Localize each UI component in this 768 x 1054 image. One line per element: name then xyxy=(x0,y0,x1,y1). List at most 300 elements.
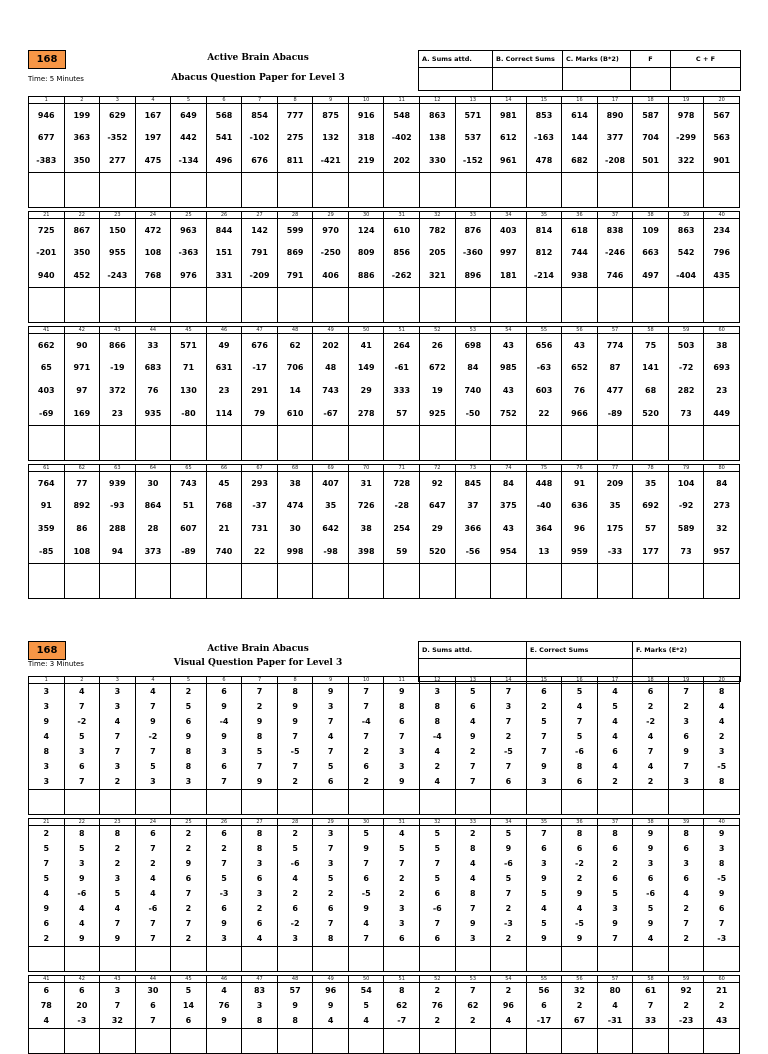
answer-cell[interactable] xyxy=(348,1029,384,1054)
operand-cell: 9 xyxy=(29,714,65,729)
marks-entry-cell[interactable] xyxy=(631,68,671,91)
operand-cell: 875 xyxy=(313,104,349,127)
answer-cell[interactable] xyxy=(668,1029,704,1054)
operand-cell: 6 xyxy=(348,759,384,774)
answer-cell[interactable] xyxy=(313,790,349,815)
answer-cell[interactable] xyxy=(135,947,171,972)
operand-cell: 84 xyxy=(455,356,491,379)
operand-cell: 7 xyxy=(668,916,704,931)
answer-cell[interactable] xyxy=(668,947,704,972)
answer-cell[interactable] xyxy=(668,564,704,599)
answer-cell[interactable] xyxy=(348,947,384,972)
operand-cell: -93 xyxy=(100,494,136,517)
question-number: 5 xyxy=(171,97,207,104)
operand-cell: -201 xyxy=(29,241,65,264)
marks-entry-cell[interactable] xyxy=(633,659,741,682)
question-number: 17 xyxy=(597,677,633,684)
operand-cell: 33 xyxy=(633,1013,669,1029)
question-number: 25 xyxy=(171,212,207,219)
answer-cell[interactable] xyxy=(135,426,171,461)
operand-cell: 9 xyxy=(526,931,562,947)
answer-cell[interactable] xyxy=(491,1029,527,1054)
question-number: 74 xyxy=(491,465,527,472)
operand-cell: 5 xyxy=(135,759,171,774)
question-number: 27 xyxy=(242,212,278,219)
operand-cell: -163 xyxy=(526,126,562,149)
operand-row xyxy=(29,472,740,495)
answer-cell[interactable] xyxy=(313,1029,349,1054)
answer-row xyxy=(29,564,740,599)
operand-cell: 33 xyxy=(135,334,171,357)
answer-cell[interactable] xyxy=(135,288,171,323)
answer-cell[interactable] xyxy=(491,564,527,599)
operand-cell: 4 xyxy=(135,871,171,886)
operand-cell: 4 xyxy=(633,931,669,947)
answer-cell[interactable] xyxy=(526,173,562,208)
operand-row xyxy=(29,774,740,790)
answer-cell[interactable] xyxy=(704,1029,740,1054)
operand-cell: 6 xyxy=(597,744,633,759)
operand-cell: 954 xyxy=(491,540,527,564)
marks-summary-table xyxy=(418,641,741,682)
question-number: 31 xyxy=(384,819,420,826)
answer-cell[interactable] xyxy=(206,426,242,461)
answer-cell[interactable] xyxy=(668,426,704,461)
operand-cell: 8 xyxy=(242,1013,278,1029)
answer-cell[interactable] xyxy=(242,790,278,815)
answer-cell[interactable] xyxy=(242,288,278,323)
answer-cell[interactable] xyxy=(171,426,207,461)
operand-cell: 403 xyxy=(491,219,527,242)
operand-cell: 5 xyxy=(242,744,278,759)
operand-cell: -5 xyxy=(704,759,740,774)
answer-cell[interactable] xyxy=(597,564,633,599)
question-number: 30 xyxy=(348,819,384,826)
answer-row xyxy=(29,947,740,972)
answer-cell[interactable] xyxy=(384,173,420,208)
answer-cell[interactable] xyxy=(277,947,313,972)
question-number: 14 xyxy=(491,97,527,104)
operand-cell: 76 xyxy=(206,998,242,1013)
operand-row xyxy=(29,871,740,886)
answer-cell[interactable] xyxy=(135,1029,171,1054)
answer-cell[interactable] xyxy=(64,790,100,815)
answer-cell[interactable] xyxy=(597,1029,633,1054)
answer-cell[interactable] xyxy=(348,173,384,208)
answer-cell[interactable] xyxy=(64,947,100,972)
operand-cell: 5 xyxy=(597,886,633,901)
operand-cell: 5 xyxy=(313,871,349,886)
operand-cell: 3 xyxy=(29,684,65,700)
operand-cell: 2 xyxy=(277,774,313,790)
operand-cell: 202 xyxy=(313,334,349,357)
operand-cell: -6 xyxy=(420,901,456,916)
answer-cell[interactable] xyxy=(29,1029,65,1054)
operand-cell: -92 xyxy=(668,494,704,517)
operand-cell: 90 xyxy=(64,334,100,357)
answer-cell[interactable] xyxy=(668,790,704,815)
answer-cell[interactable] xyxy=(206,790,242,815)
operand-cell: 3 xyxy=(242,886,278,901)
answer-cell[interactable] xyxy=(704,288,740,323)
answer-cell[interactable] xyxy=(704,564,740,599)
operand-cell: 2 xyxy=(668,901,704,916)
operand-cell: 9 xyxy=(206,729,242,744)
operand-cell: 6 xyxy=(526,841,562,856)
answer-cell[interactable] xyxy=(562,564,598,599)
answer-cell[interactable] xyxy=(135,790,171,815)
operand-cell: -5 xyxy=(562,916,598,931)
operand-cell: 199 xyxy=(64,104,100,127)
answer-cell[interactable] xyxy=(206,288,242,323)
operand-cell: 7 xyxy=(313,841,349,856)
answer-cell[interactable] xyxy=(704,426,740,461)
answer-cell[interactable] xyxy=(526,1029,562,1054)
operand-cell: 3 xyxy=(206,931,242,947)
answer-cell[interactable] xyxy=(313,288,349,323)
answer-cell[interactable] xyxy=(420,426,456,461)
answer-cell[interactable] xyxy=(206,173,242,208)
operand-cell: 7 xyxy=(668,684,704,700)
question-number: 47 xyxy=(242,976,278,983)
operand-cell: 3 xyxy=(100,983,136,999)
operand-cell: 662 xyxy=(29,334,65,357)
operand-cell: 520 xyxy=(633,402,669,426)
answer-cell[interactable] xyxy=(668,288,704,323)
answer-cell[interactable] xyxy=(64,173,100,208)
operand-cell: 939 xyxy=(100,472,136,495)
operand-cell: 567 xyxy=(704,104,740,127)
answer-cell[interactable] xyxy=(420,947,456,972)
answer-cell[interactable] xyxy=(562,790,598,815)
operand-cell: 8 xyxy=(455,886,491,901)
marks-entry-cell[interactable] xyxy=(419,659,527,682)
answer-cell[interactable] xyxy=(597,173,633,208)
marks-entry-cell[interactable] xyxy=(419,68,493,91)
question-number: 28 xyxy=(277,212,313,219)
answer-cell[interactable] xyxy=(277,790,313,815)
answer-cell[interactable] xyxy=(277,288,313,323)
answer-cell[interactable] xyxy=(633,564,669,599)
operand-cell: 683 xyxy=(135,356,171,379)
answer-cell[interactable] xyxy=(633,947,669,972)
answer-cell[interactable] xyxy=(29,288,65,323)
question-number: 21 xyxy=(29,212,65,219)
answer-cell[interactable] xyxy=(348,564,384,599)
answer-cell[interactable] xyxy=(171,1029,207,1054)
answer-cell[interactable] xyxy=(597,947,633,972)
operand-cell: 631 xyxy=(206,356,242,379)
operand-cell: 636 xyxy=(562,494,598,517)
operand-row xyxy=(29,931,740,947)
operand-row xyxy=(29,334,740,357)
answer-cell[interactable] xyxy=(64,564,100,599)
operand-cell: -17 xyxy=(242,356,278,379)
answer-cell[interactable] xyxy=(29,426,65,461)
time-label: Time: 3 Minutes xyxy=(28,660,84,668)
operand-cell: -6 xyxy=(491,856,527,871)
operand-cell: 96 xyxy=(562,517,598,540)
operand-cell: 109 xyxy=(633,219,669,242)
visual-question-blocks xyxy=(28,676,740,1054)
operand-cell: 124 xyxy=(348,219,384,242)
marks-entry-cell[interactable] xyxy=(527,659,633,682)
operand-cell: 5 xyxy=(420,871,456,886)
operand-cell: 3 xyxy=(64,744,100,759)
operand-cell: 8 xyxy=(242,826,278,842)
answer-cell[interactable] xyxy=(633,173,669,208)
operand-cell: 28 xyxy=(135,517,171,540)
operand-cell: 406 xyxy=(313,264,349,288)
operand-cell: -208 xyxy=(597,149,633,173)
operand-cell: 104 xyxy=(668,472,704,495)
operand-cell: 2 xyxy=(420,1013,456,1029)
answer-cell[interactable] xyxy=(242,426,278,461)
answer-cell[interactable] xyxy=(348,288,384,323)
answer-cell[interactable] xyxy=(668,173,704,208)
answer-cell[interactable] xyxy=(206,1029,242,1054)
answer-cell[interactable] xyxy=(171,288,207,323)
answer-cell[interactable] xyxy=(242,173,278,208)
operand-cell: 4 xyxy=(100,714,136,729)
answer-cell[interactable] xyxy=(455,790,491,815)
answer-cell[interactable] xyxy=(384,426,420,461)
answer-cell[interactable] xyxy=(384,288,420,323)
answer-cell[interactable] xyxy=(135,564,171,599)
answer-cell[interactable] xyxy=(562,1029,598,1054)
answer-cell[interactable] xyxy=(135,173,171,208)
answer-cell[interactable] xyxy=(633,790,669,815)
operand-cell: 363 xyxy=(64,126,100,149)
answer-cell[interactable] xyxy=(633,288,669,323)
answer-cell[interactable] xyxy=(277,426,313,461)
answer-cell[interactable] xyxy=(206,564,242,599)
question-number: 67 xyxy=(242,465,278,472)
answer-cell[interactable] xyxy=(171,947,207,972)
answer-cell[interactable] xyxy=(348,790,384,815)
answer-cell[interactable] xyxy=(29,790,65,815)
answer-cell[interactable] xyxy=(491,790,527,815)
operand-cell: 3 xyxy=(100,871,136,886)
answer-cell[interactable] xyxy=(455,288,491,323)
operand-cell: 890 xyxy=(597,104,633,127)
answer-cell[interactable] xyxy=(384,564,420,599)
operand-cell: 6 xyxy=(206,759,242,774)
operand-cell: 548 xyxy=(384,104,420,127)
answer-cell[interactable] xyxy=(29,173,65,208)
answer-cell[interactable] xyxy=(171,173,207,208)
answer-cell[interactable] xyxy=(100,564,136,599)
answer-cell[interactable] xyxy=(29,947,65,972)
answer-cell[interactable] xyxy=(455,1029,491,1054)
operand-cell: 6 xyxy=(526,998,562,1013)
operand-cell: 2 xyxy=(455,1013,491,1029)
operand-cell: 333 xyxy=(384,379,420,402)
operand-cell: 13 xyxy=(526,540,562,564)
answer-cell[interactable] xyxy=(704,947,740,972)
answer-cell[interactable] xyxy=(420,564,456,599)
marks-entry-cell[interactable] xyxy=(671,68,741,91)
answer-cell[interactable] xyxy=(242,564,278,599)
operand-cell: 876 xyxy=(455,219,491,242)
operand-cell: 4 xyxy=(597,684,633,700)
operand-cell: 73 xyxy=(668,402,704,426)
answer-cell[interactable] xyxy=(100,1029,136,1054)
marks-entry-cell[interactable] xyxy=(493,68,563,91)
operand-cell: 7 xyxy=(135,916,171,931)
answer-cell[interactable] xyxy=(313,426,349,461)
operand-cell: 407 xyxy=(313,472,349,495)
operand-cell: 6 xyxy=(384,714,420,729)
operand-cell: 946 xyxy=(29,104,65,127)
operand-cell: 3 xyxy=(526,856,562,871)
answer-cell[interactable] xyxy=(29,564,65,599)
operand-cell: 614 xyxy=(562,104,598,127)
answer-cell[interactable] xyxy=(704,790,740,815)
question-number: 20 xyxy=(704,677,740,684)
answer-cell[interactable] xyxy=(100,426,136,461)
answer-cell[interactable] xyxy=(526,426,562,461)
answer-cell[interactable] xyxy=(384,947,420,972)
operand-cell: 6 xyxy=(668,729,704,744)
operand-cell: 768 xyxy=(135,264,171,288)
operand-cell: 2 xyxy=(597,774,633,790)
answer-cell[interactable] xyxy=(491,288,527,323)
answer-cell[interactable] xyxy=(455,564,491,599)
marks-label: F xyxy=(631,51,671,68)
operand-cell: 4 xyxy=(633,759,669,774)
answer-cell[interactable] xyxy=(562,426,598,461)
operand-cell: 4 xyxy=(384,826,420,842)
answer-row xyxy=(29,1029,740,1054)
answer-cell[interactable] xyxy=(348,426,384,461)
operand-cell: 45 xyxy=(206,472,242,495)
operand-cell: 693 xyxy=(704,356,740,379)
answer-cell[interactable] xyxy=(242,1029,278,1054)
answer-cell[interactable] xyxy=(64,1029,100,1054)
answer-cell[interactable] xyxy=(562,947,598,972)
operand-cell: 7 xyxy=(64,699,100,714)
answer-cell[interactable] xyxy=(420,288,456,323)
answer-cell[interactable] xyxy=(704,173,740,208)
answer-cell[interactable] xyxy=(420,790,456,815)
operand-cell: 814 xyxy=(526,219,562,242)
operand-cell: 43 xyxy=(562,334,598,357)
operand-cell: 2 xyxy=(29,826,65,842)
answer-cell[interactable] xyxy=(277,173,313,208)
answer-cell[interactable] xyxy=(455,426,491,461)
operand-cell: 9 xyxy=(633,916,669,931)
operand-cell: 5 xyxy=(171,699,207,714)
answer-cell[interactable] xyxy=(455,173,491,208)
operand-cell: 79 xyxy=(242,402,278,426)
answer-cell[interactable] xyxy=(597,426,633,461)
answer-cell[interactable] xyxy=(633,426,669,461)
operand-cell: 84 xyxy=(491,472,527,495)
answer-cell[interactable] xyxy=(526,564,562,599)
answer-cell[interactable] xyxy=(491,426,527,461)
answer-cell[interactable] xyxy=(64,288,100,323)
answer-cell[interactable] xyxy=(491,173,527,208)
answer-cell[interactable] xyxy=(171,564,207,599)
operand-cell: 209 xyxy=(597,472,633,495)
answer-cell[interactable] xyxy=(597,790,633,815)
operand-cell: 970 xyxy=(313,219,349,242)
answer-cell[interactable] xyxy=(562,173,598,208)
answer-cell[interactable] xyxy=(242,947,278,972)
question-number: 32 xyxy=(420,819,456,826)
answer-cell[interactable] xyxy=(491,947,527,972)
operand-cell: 3 xyxy=(29,774,65,790)
question-number: 44 xyxy=(135,976,171,983)
question-number: 24 xyxy=(135,212,171,219)
answer-cell[interactable] xyxy=(562,288,598,323)
operand-cell: -28 xyxy=(384,494,420,517)
operand-cell: -6 xyxy=(277,856,313,871)
answer-cell[interactable] xyxy=(313,564,349,599)
operand-cell: 5 xyxy=(64,841,100,856)
answer-cell[interactable] xyxy=(384,790,420,815)
answer-cell[interactable] xyxy=(100,790,136,815)
operand-cell: 2 xyxy=(455,744,491,759)
operand-cell: 8 xyxy=(277,1013,313,1029)
operand-cell: -5 xyxy=(348,886,384,901)
answer-cell[interactable] xyxy=(313,947,349,972)
answer-cell[interactable] xyxy=(277,564,313,599)
operand-cell: 8 xyxy=(242,841,278,856)
operand-cell: 38 xyxy=(348,517,384,540)
answer-cell[interactable] xyxy=(633,1029,669,1054)
answer-cell[interactable] xyxy=(526,947,562,972)
operand-cell: 2 xyxy=(526,699,562,714)
operand-cell: -102 xyxy=(242,126,278,149)
operand-cell: 2 xyxy=(171,841,207,856)
answer-cell[interactable] xyxy=(597,288,633,323)
answer-cell[interactable] xyxy=(526,790,562,815)
answer-cell[interactable] xyxy=(526,288,562,323)
question-number: 53 xyxy=(455,327,491,334)
operand-cell: 22 xyxy=(242,540,278,564)
answer-cell[interactable] xyxy=(100,947,136,972)
answer-cell[interactable] xyxy=(277,1029,313,1054)
answer-cell[interactable] xyxy=(420,173,456,208)
operand-cell: 677 xyxy=(29,126,65,149)
operand-cell: 144 xyxy=(562,126,598,149)
operand-cell: 65 xyxy=(29,356,65,379)
answer-cell[interactable] xyxy=(100,288,136,323)
answer-cell[interactable] xyxy=(100,173,136,208)
operand-cell: 7 xyxy=(384,856,420,871)
question-number: 71 xyxy=(384,465,420,472)
operand-cell: 61 xyxy=(633,983,669,999)
answer-cell[interactable] xyxy=(455,947,491,972)
answer-cell[interactable] xyxy=(206,947,242,972)
operand-cell: 7 xyxy=(384,729,420,744)
question-number: 22 xyxy=(64,819,100,826)
marks-entry-cell[interactable] xyxy=(563,68,631,91)
operand-cell: 2 xyxy=(348,744,384,759)
answer-cell[interactable] xyxy=(384,1029,420,1054)
answer-cell[interactable] xyxy=(313,173,349,208)
question-number: 13 xyxy=(455,677,491,684)
operand-cell: 57 xyxy=(277,983,313,999)
answer-cell[interactable] xyxy=(420,1029,456,1054)
question-number: 61 xyxy=(29,465,65,472)
operand-cell: -33 xyxy=(597,540,633,564)
answer-cell[interactable] xyxy=(171,790,207,815)
operand-cell: 2 xyxy=(420,983,456,999)
answer-cell[interactable] xyxy=(64,426,100,461)
